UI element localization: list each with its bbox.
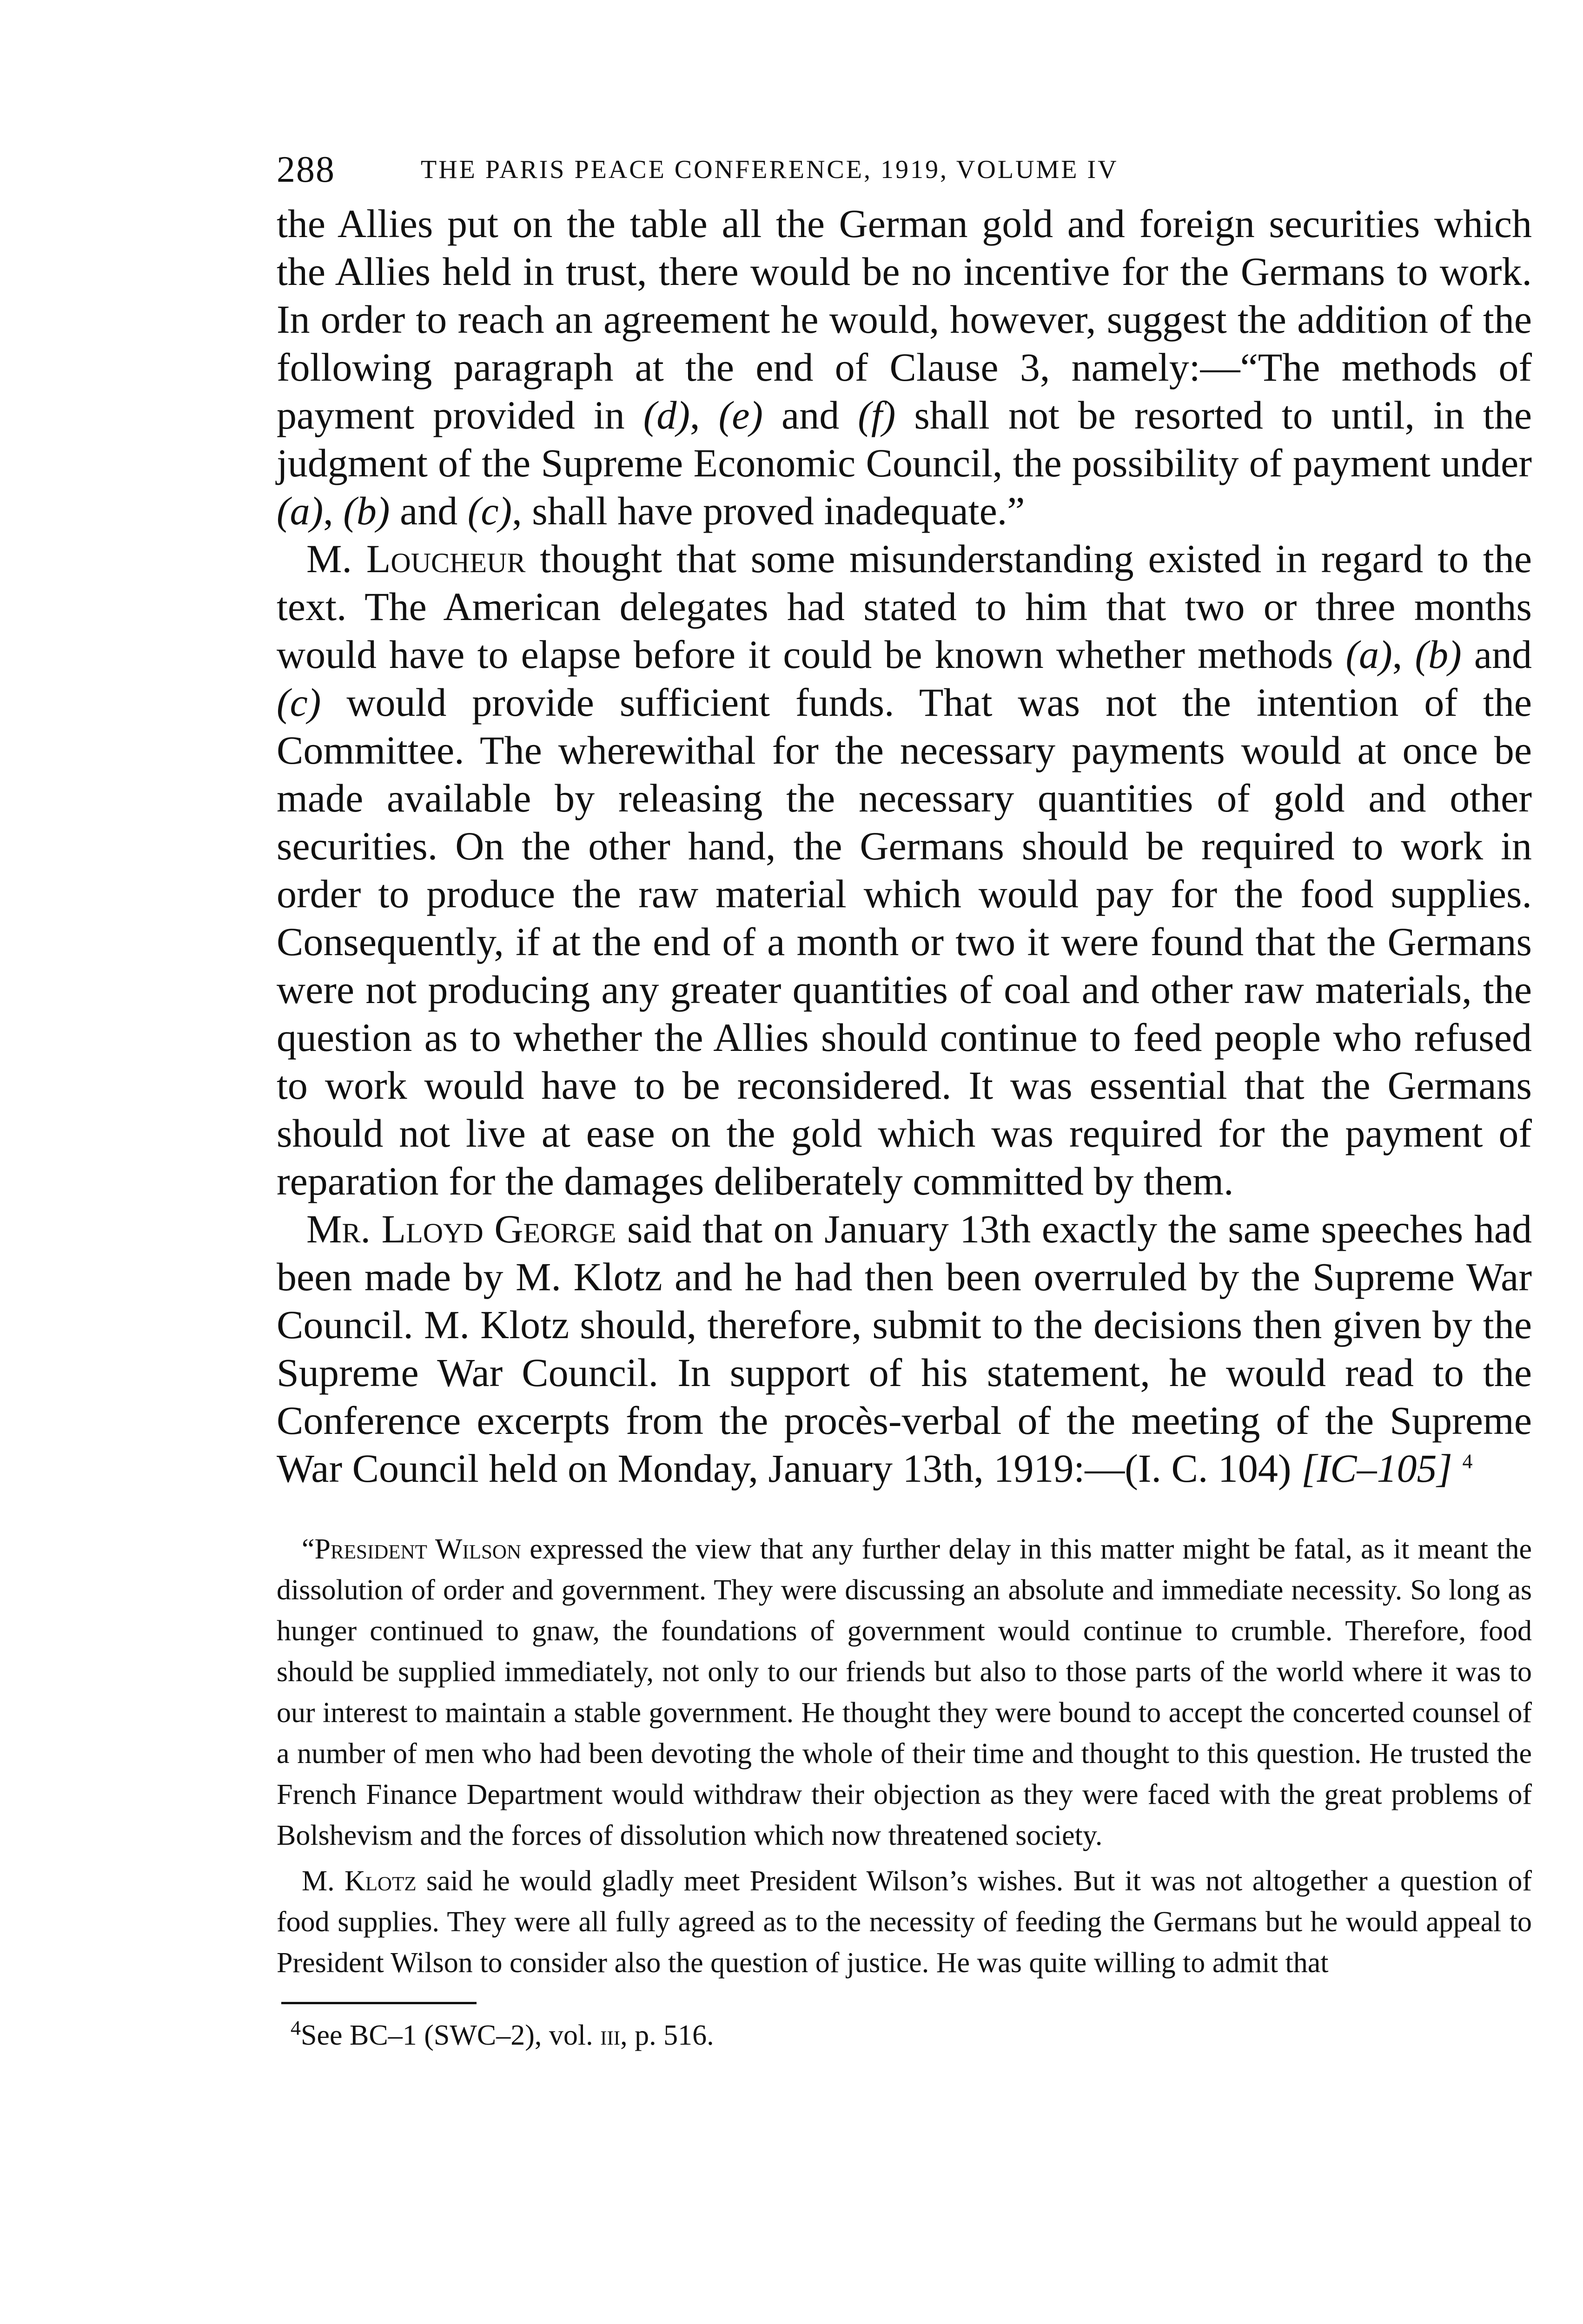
clause-ref: (c) [277,680,321,725]
quote-paragraph-klotz [277,1861,1532,1983]
clause-ref: (d) [643,393,690,437]
open-quote: “ [302,1533,315,1565]
speaker-name: President Wilson [314,1533,522,1565]
running-head [277,139,1532,200]
speaker-name: M. Klotz [302,1865,417,1897]
footnote [291,2014,1532,2056]
paragraph-text: thought that some misunderstanding existed in regard to the text. The American delegates had stated to him that two or three months would have to elapse before it could be known whether methods [277,536,1532,677]
block-quote [277,1529,1532,1983]
conjunction: and [763,393,858,437]
clause-ref: (b) [1415,632,1462,677]
running-title: THE PARIS PEACE CONFERENCE, 1919, VOLUME IV [421,155,1119,184]
separator: , [1392,632,1415,677]
conjunction: and [390,489,468,533]
conjunction: and [1461,632,1532,677]
clause-ref: (b) [343,489,390,533]
page-number: 288 [277,149,335,190]
separator: , [323,489,344,533]
paragraph-continuation [277,200,1532,535]
paragraph-text: , shall have proved inadequate.” [512,489,1025,533]
paragraph-text: would provide sufficient funds. That was not the intention of the Committee. The wherewithal for the necessary payments would at once be made available by releasing the necessary quantities of gold and other securities. On the other hand, the Germans should be required to work in order to produce the raw material which would pay for the food supplies. Consequently, if at the end of a month or two it were found that the Germans were not producing any greater quantities of coal and other raw materials, the question as to whether the Allies should continue to feed people who refused to work would have to be reconsidered. It was essential that the Germans should not live at ease on the gold which was required for the payment of reparation for the damages deliberately committed by them. [277,680,1532,1203]
speaker-name: Mr. Lloyd George [306,1207,616,1251]
clause-ref: (a) [1345,632,1392,677]
footnote-marker[interactable]: 4 [1462,1450,1473,1473]
paragraph-text: the Allies put on the table all the German gold and foreign securities which the Allies held in trust, there would be no incentive for the Germans to work. In order to reach an agreement he would, however, suggest the addition of the following paragraph at the end of Clause 3, namely:—“The methods of payment provided in [277,201,1532,437]
footnote-text: See BC–1 (SWC–2), vol. [301,2020,601,2051]
paragraph-text: said that on January 13th exactly the same speeches had been made by M. Klotz and he had then been overruled by the Supreme War Council. M. Klotz should, therefore, submit to the decisions then given by the Supreme War Council. In support of his statement, he would read to the Conference excerpts from the procès-verbal of the meeting of the Supreme War Council held on Monday, January 13th, 1919:—(I. C. 104) [277,1207,1532,1491]
quote-paragraph-wilson [277,1529,1532,1856]
quote-text: said he would gladly meet President Wilson’s wishes. But it was not altogether a question of food supplies. They were all fully agreed as to the necessity of feeding the Germans but he would appeal to President Wilson to consider also the question of justice. He was quite willing to admit that [277,1865,1532,1979]
main-text [277,200,1532,1492]
paragraph-loucheur [277,535,1532,1205]
clause-ref: (e) [718,393,763,437]
footnote-page: , p. 516. [620,2020,714,2051]
document-page [277,139,1532,2056]
paragraph-lloyd-george [277,1205,1532,1492]
paragraph-text: shall not be resorted to until, in the judgment of the Supreme Economic Council, the possibility of payment under [277,393,1532,485]
document-reference: [IC–105] [1301,1446,1452,1491]
footnote-divider [281,2002,477,2004]
footnote-volume: iii [600,2020,621,2051]
clause-ref: (f) [858,393,896,437]
speaker-name: M. Loucheur [306,536,526,581]
clause-ref: (a) [277,489,324,533]
separator: , [690,393,719,437]
quote-text: expressed the view that any further delay in this matter might be fatal, as it meant the dissolution of order and government. They were discussing an absolute and immediate necessity. So long as hunger continued to gnaw, the foundations of government would continue to crumble. Therefore, food should be supplied immediately, not only to our friends but also to those parts of the world where it was to our interest to maintain a stable government. He thought they were bound to accept the concerted counsel of a number of men who had been devoting the whole of their time and thought to this question. He trusted the French Finance Department would withdraw their objection as they were faced with the great problems of Bolshevism and the forces of dissolution which now threatened society. [277,1533,1532,1851]
footnote-number: 4 [291,2016,301,2040]
clause-ref: (c) [467,489,512,533]
